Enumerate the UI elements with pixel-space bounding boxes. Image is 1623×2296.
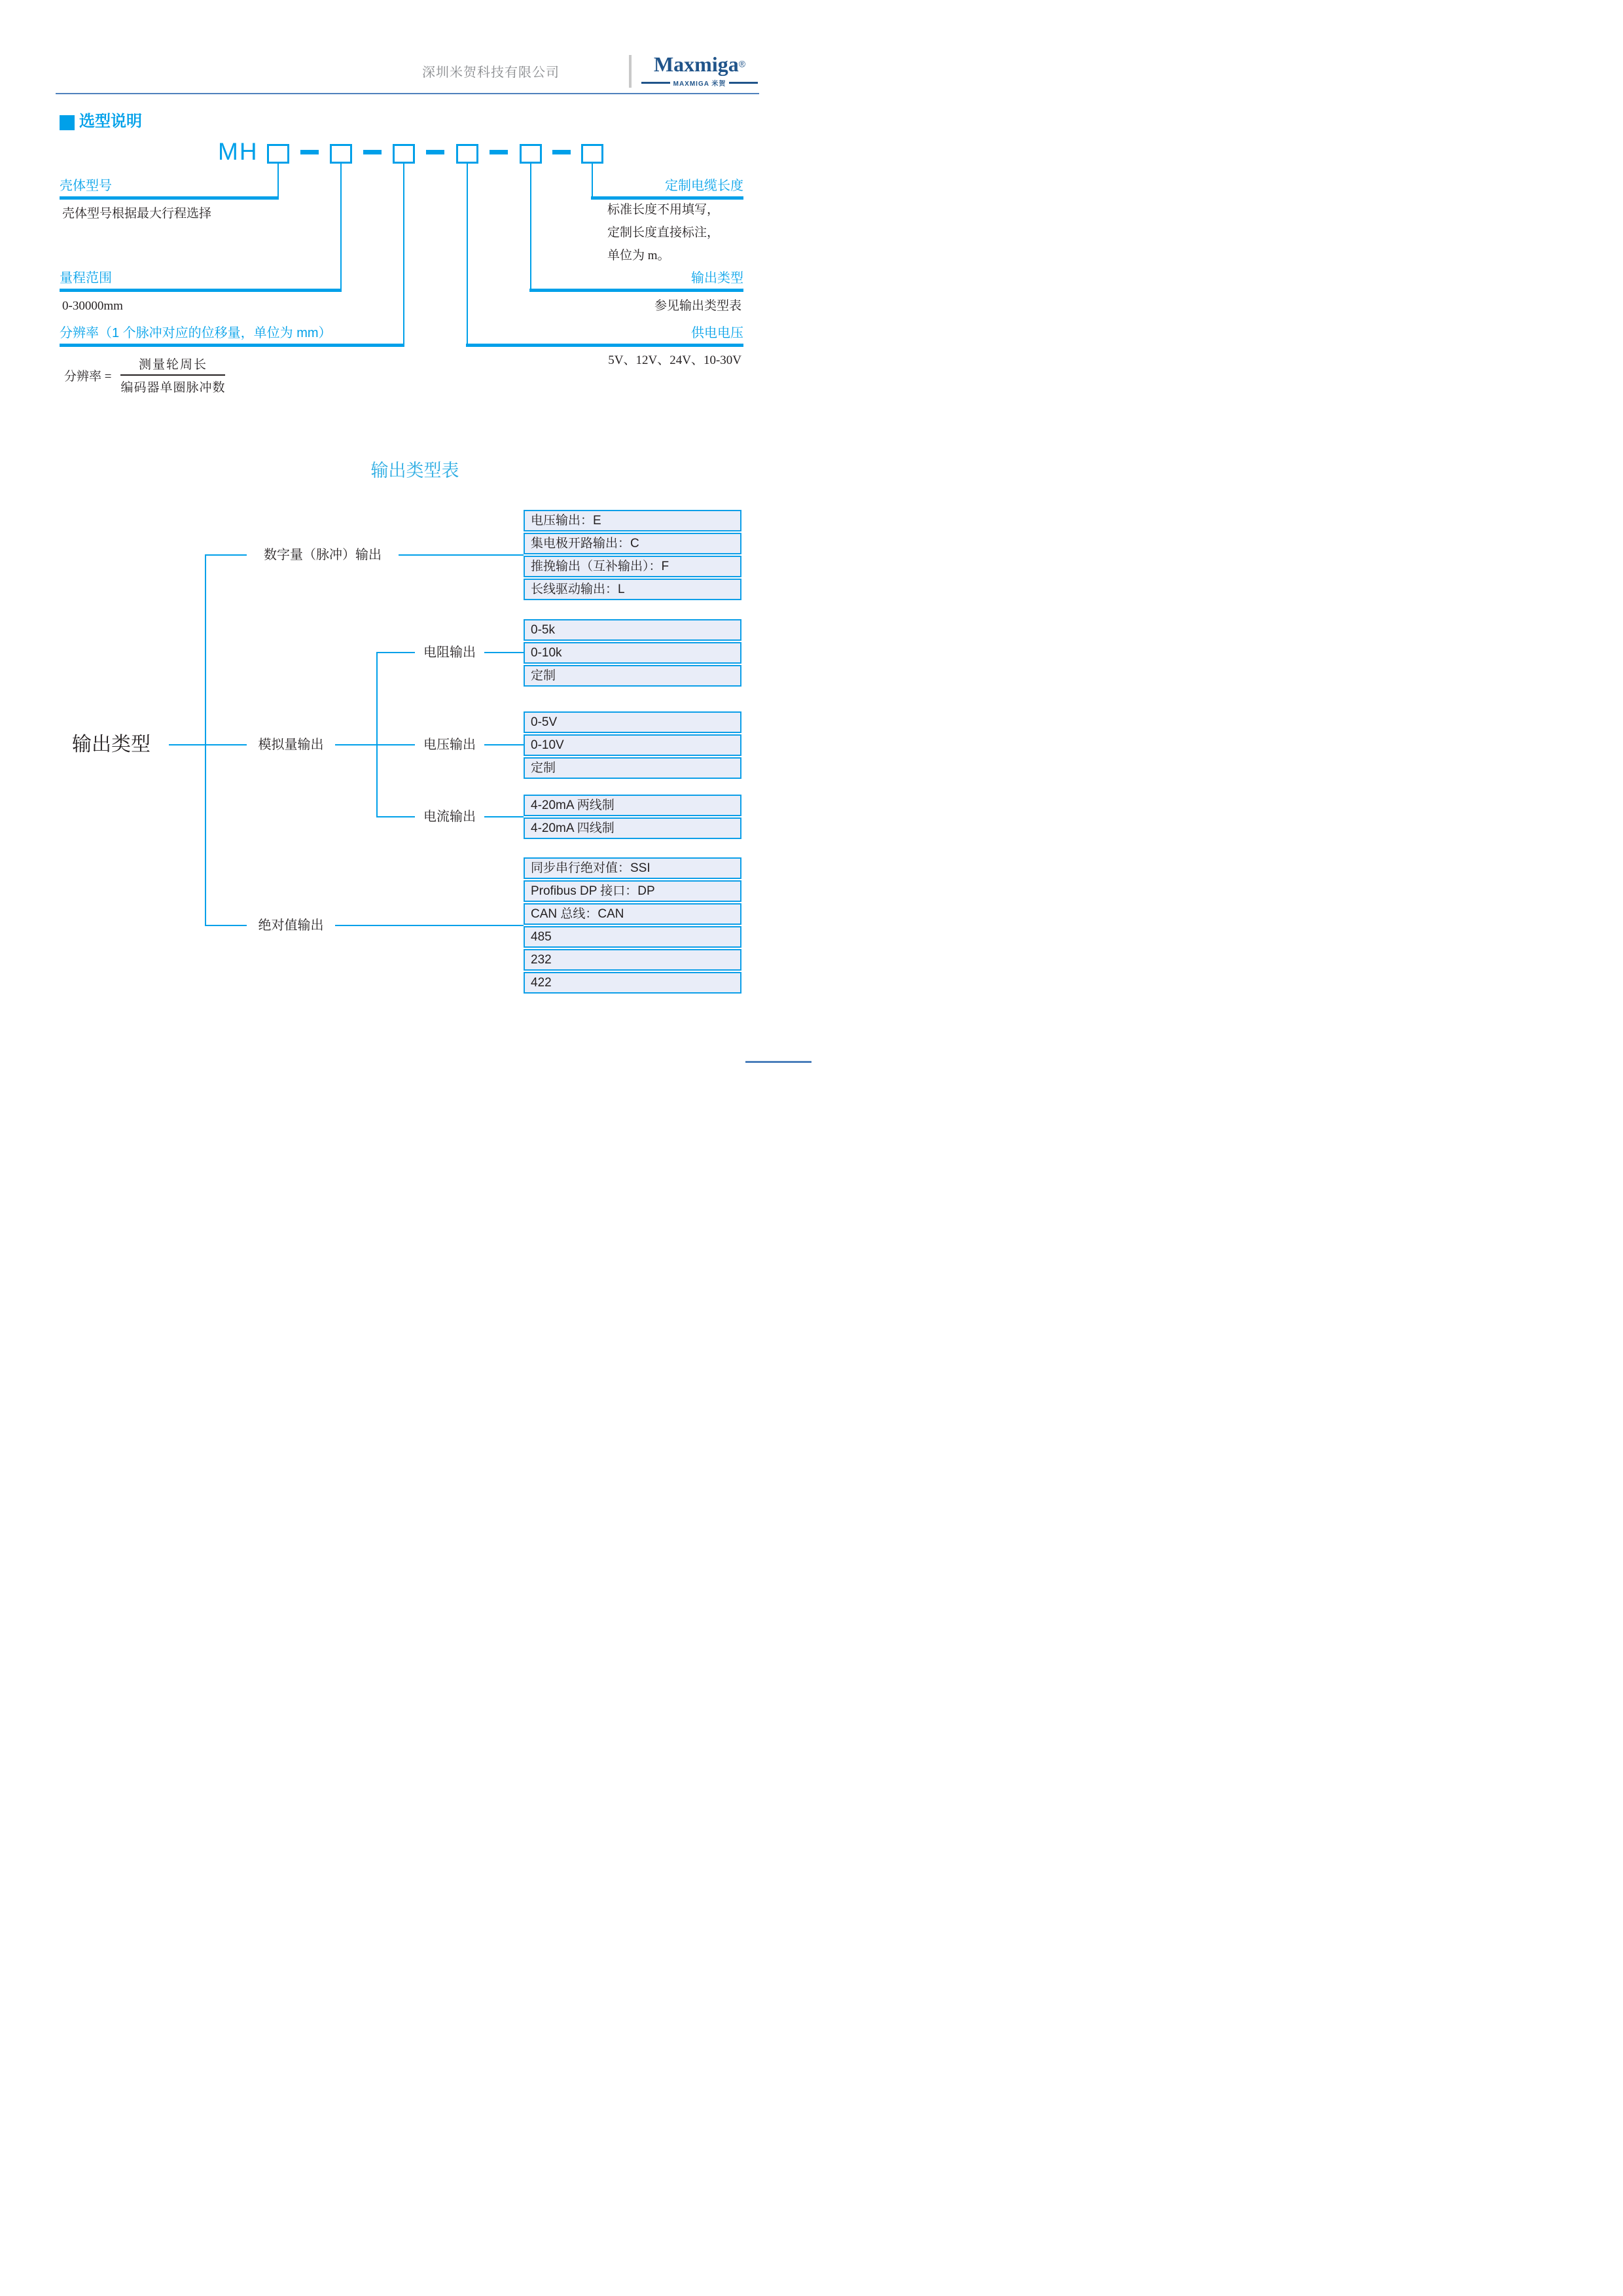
model-code-box [456, 144, 478, 164]
callout-cable-desc-line1: 标准长度不用填写， [607, 203, 720, 217]
callout-cable-desc-line3: 单位为 m。 [607, 249, 670, 262]
output-option: 0-5V [524, 711, 741, 733]
output-option: 485 [524, 926, 741, 948]
callout-output-label: 输出类型 [691, 271, 743, 285]
connector-line [484, 744, 524, 745]
registered-mark-icon: ® [738, 58, 746, 69]
callout-underline [529, 289, 743, 292]
output-option: 0-5k [524, 619, 741, 641]
model-code-dash [490, 150, 508, 154]
connector-line [205, 925, 247, 926]
resistance-output-group [524, 619, 741, 687]
datasheet-page [0, 0, 812, 1148]
footer-rule [745, 1061, 812, 1063]
connector-line [335, 925, 524, 926]
callout-power-desc: 5V、12V、24V、10-30V [608, 353, 741, 367]
model-code-box [393, 144, 415, 164]
trunk-line [376, 652, 378, 817]
logo-rule-right [729, 82, 758, 84]
callout-underline [466, 344, 743, 347]
connector-line [467, 164, 468, 347]
branch-analog-label: 模拟量输出 [258, 738, 324, 752]
model-code-dash [552, 150, 571, 154]
branch-resistance-label: 电阻输出 [423, 645, 476, 660]
connector-line [484, 816, 524, 817]
callout-range-label: 量程范围 [60, 271, 112, 285]
company-name: 深圳米贺科技有限公司 [422, 65, 560, 80]
resolution-formula [64, 355, 225, 395]
page-title: 选型说明 [79, 113, 142, 130]
output-option: CAN 总线：CAN [524, 903, 741, 925]
formula-lhs: 分辨率 = [64, 369, 112, 384]
connector-line [376, 816, 415, 817]
logo-text: Maxmiga [653, 52, 739, 76]
branch-voltage-label: 电压输出 [423, 738, 476, 752]
connector-line [376, 652, 415, 653]
header-rule [56, 93, 759, 94]
output-option: 推挽输出（互补输出）：F [524, 556, 741, 577]
callout-housing-desc: 壳体型号根据最大行程选择 [62, 207, 212, 221]
callout-resolution-label: 分辨率（1 个脉冲对应的位移量，单位为 mm） [60, 326, 332, 340]
output-option: 4-20mA 两线制 [524, 795, 741, 816]
output-option: 同步串行绝对值：SSI [524, 857, 741, 879]
branch-absolute-label: 绝对值输出 [258, 918, 324, 933]
callout-underline [60, 289, 342, 292]
model-code-box [330, 144, 352, 164]
callout-underline [591, 196, 743, 200]
connector-line [484, 652, 524, 653]
connector-line [277, 164, 279, 200]
formula-denominator: 编码器单圈脉冲数 [120, 381, 226, 395]
trunk-line [205, 554, 206, 926]
model-code-box [520, 144, 542, 164]
model-code-box [581, 144, 603, 164]
output-option: 0-10V [524, 734, 741, 756]
branch-current-label: 电流输出 [423, 810, 476, 824]
branch-digital-label: 数字量（脉冲）输出 [264, 548, 382, 562]
output-option: 0-10k [524, 642, 741, 664]
callout-range-desc: 0-30000mm [62, 299, 123, 313]
output-option: 长线驱动输出：L [524, 579, 741, 600]
connector-line [169, 744, 247, 745]
formula-fraction [120, 355, 225, 395]
digital-output-group [524, 510, 741, 600]
callout-housing-label: 壳体型号 [60, 179, 112, 193]
header-divider [629, 55, 632, 88]
connector-line [205, 554, 247, 556]
connector-line [403, 164, 404, 347]
callout-power-label: 供电电压 [691, 326, 743, 340]
tree-root-label: 输出类型 [72, 734, 151, 755]
model-code-dash [363, 150, 382, 154]
output-option: 定制 [524, 757, 741, 779]
absolute-output-group [524, 857, 741, 994]
callout-cable-label: 定制电缆长度 [665, 179, 743, 193]
callout-underline [60, 196, 279, 200]
formula-numerator: 测量轮周长 [138, 358, 207, 372]
output-option: 集电极开路输出：C [524, 533, 741, 554]
section-marker-icon [60, 115, 75, 130]
model-code-dash [426, 150, 444, 154]
callout-underline [60, 344, 404, 347]
model-code-dash [300, 150, 319, 154]
output-option: Profibus DP 接口：DP [524, 880, 741, 902]
callout-cable-desc-line2: 定制长度直接标注， [607, 226, 720, 240]
output-option: 电压输出：E [524, 510, 741, 531]
voltage-output-group [524, 711, 741, 779]
fraction-bar [120, 374, 225, 376]
model-code-box [267, 144, 289, 164]
callout-output-desc: 参见输出类型表 [654, 299, 741, 313]
model-prefix: MH [218, 138, 259, 165]
logo-rule-left [641, 82, 670, 84]
connector-line [399, 554, 524, 556]
output-option: 422 [524, 972, 741, 994]
output-option: 4-20mA 四线制 [524, 817, 741, 839]
logo [641, 52, 758, 88]
connector-line [340, 164, 342, 292]
output-option: 定制 [524, 665, 741, 687]
output-option: 232 [524, 949, 741, 971]
logo-tagline: MAXMIGA 米贺 [673, 81, 726, 88]
connector-line [335, 744, 415, 745]
current-output-group [524, 795, 741, 839]
output-table-title: 输出类型表 [370, 461, 459, 480]
